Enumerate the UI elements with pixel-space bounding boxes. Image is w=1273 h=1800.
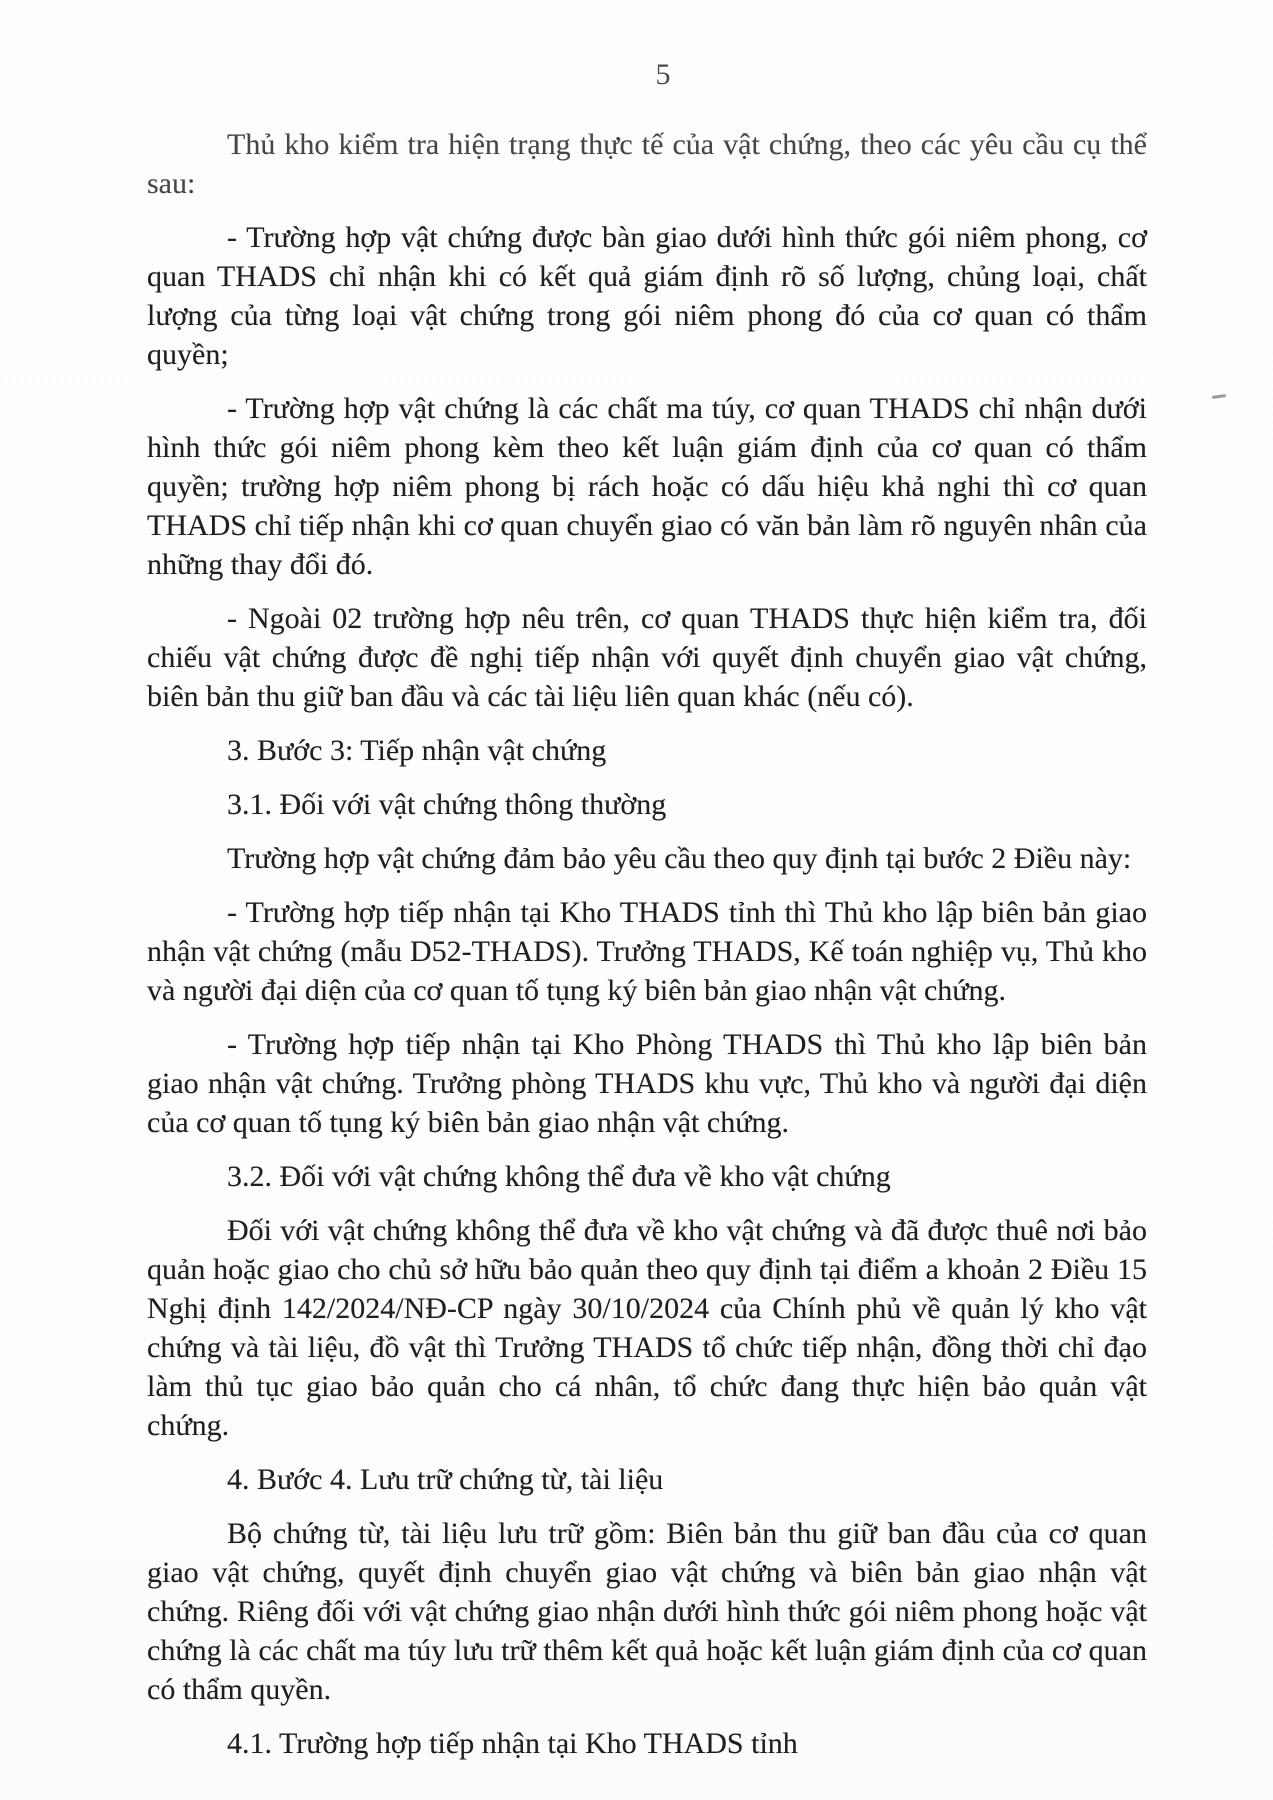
section-heading: 3. Bước 3: Tiếp nhận vật chứng <box>227 734 607 767</box>
paragraph: Thủ kho kiểm tra hiện trạng thực tế của vật chứng, theo các yêu cầu cụ thể sau: <box>147 128 1147 200</box>
page-number: 5 <box>655 58 671 91</box>
section-heading: 3.2. Đối với vật chứng không thể đưa về kho vật chứng <box>227 1160 891 1193</box>
paragraph: - Trường hợp tiếp nhận tại Kho Phòng THADS thì Thủ kho lập biên bản giao nhận vật chứng. Trưởng phòng THADS khu vực, Thủ kho và người đại diện của cơ quan tố tụng ký biên bản giao nhận vật chứng. <box>147 1028 1147 1139</box>
section-heading: 4. Bước 4. Lưu trữ chứng từ, tài liệu <box>227 1463 664 1496</box>
section-heading: 4.1. Trường hợp tiếp nhận tại Kho THADS tỉnh <box>227 1727 798 1760</box>
paragraph: - Trường hợp vật chứng là các chất ma túy, cơ quan THADS chỉ nhận dưới hình thức gói niêm phong kèm theo kết luận giám định của cơ quan có thẩm quyền; trường hợp niêm phong bị rách hoặc có dấu hiệu khả nghi thì cơ quan THADS chỉ tiếp nhận khi cơ quan chuyển giao có văn bản làm rõ nguyên nhân của những thay đổi đó. <box>147 392 1147 581</box>
scan-artifact-dash <box>1212 394 1226 399</box>
paragraph: - Ngoài 02 trường hợp nêu trên, cơ quan THADS thực hiện kiểm tra, đối chiếu vật chứng được đề nghị tiếp nhận với quyết định chuyển giao vật chứng, biên bản thu giữ ban đầu và các tài liệu liên quan khác (nếu có). <box>147 602 1147 713</box>
paragraph: - Trường hợp vật chứng được bàn giao dưới hình thức gói niêm phong, cơ quan THADS chỉ nhận khi có kết quả giám định rõ số lượng, chủng loại, chất lượng của từng loại vật chứng trong gói niêm phong đó của cơ quan có thẩm quyền; <box>147 221 1147 371</box>
section-heading: 3.1. Đối với vật chứng thông thường <box>227 788 667 821</box>
paragraph: - Trường hợp tiếp nhận tại Kho THADS tỉnh thì Thủ kho lập biên bản giao nhận vật chứng (mẫu D52-THADS). Trưởng THADS, Kế toán nghiệp vụ, Thủ kho và người đại diện của cơ quan tố tụng ký biên bản giao nhận vật chứng. <box>147 896 1147 1007</box>
paragraph: Trường hợp vật chứng đảm bảo yêu cầu theo quy định tại bước 2 Điều này: <box>227 842 1132 875</box>
paragraph: Đối với vật chứng không thể đưa về kho vật chứng và đã được thuê nơi bảo quản hoặc giao cho chủ sở hữu bảo quản theo quy định tại điểm a khoản 2 Điều 15 Nghị định 142/2024/NĐ-CP ngày 30/10/2024 của Chính phủ về quản lý kho vật chứng và tài liệu, đồ vật thì Trưởng THADS tổ chức tiếp nhận, đồng thời chỉ đạo làm thủ tục giao bảo quản cho cá nhân, tổ chức đang thực hiện bảo quản vật chứng. <box>147 1214 1147 1442</box>
document-body <box>147 125 1147 1778</box>
paragraph: Bộ chứng từ, tài liệu lưu trữ gồm: Biên bản thu giữ ban đầu của cơ quan giao vật chứng, quyết định chuyển giao vật chứng và biên bản giao nhận vật chứng. Riêng đối với vật chứng giao nhận dưới hình thức gói niêm phong hoặc vật chứng là các chất ma túy lưu trữ thêm kết quả hoặc kết luận giám định của cơ quan có thẩm quyền. <box>147 1517 1147 1706</box>
